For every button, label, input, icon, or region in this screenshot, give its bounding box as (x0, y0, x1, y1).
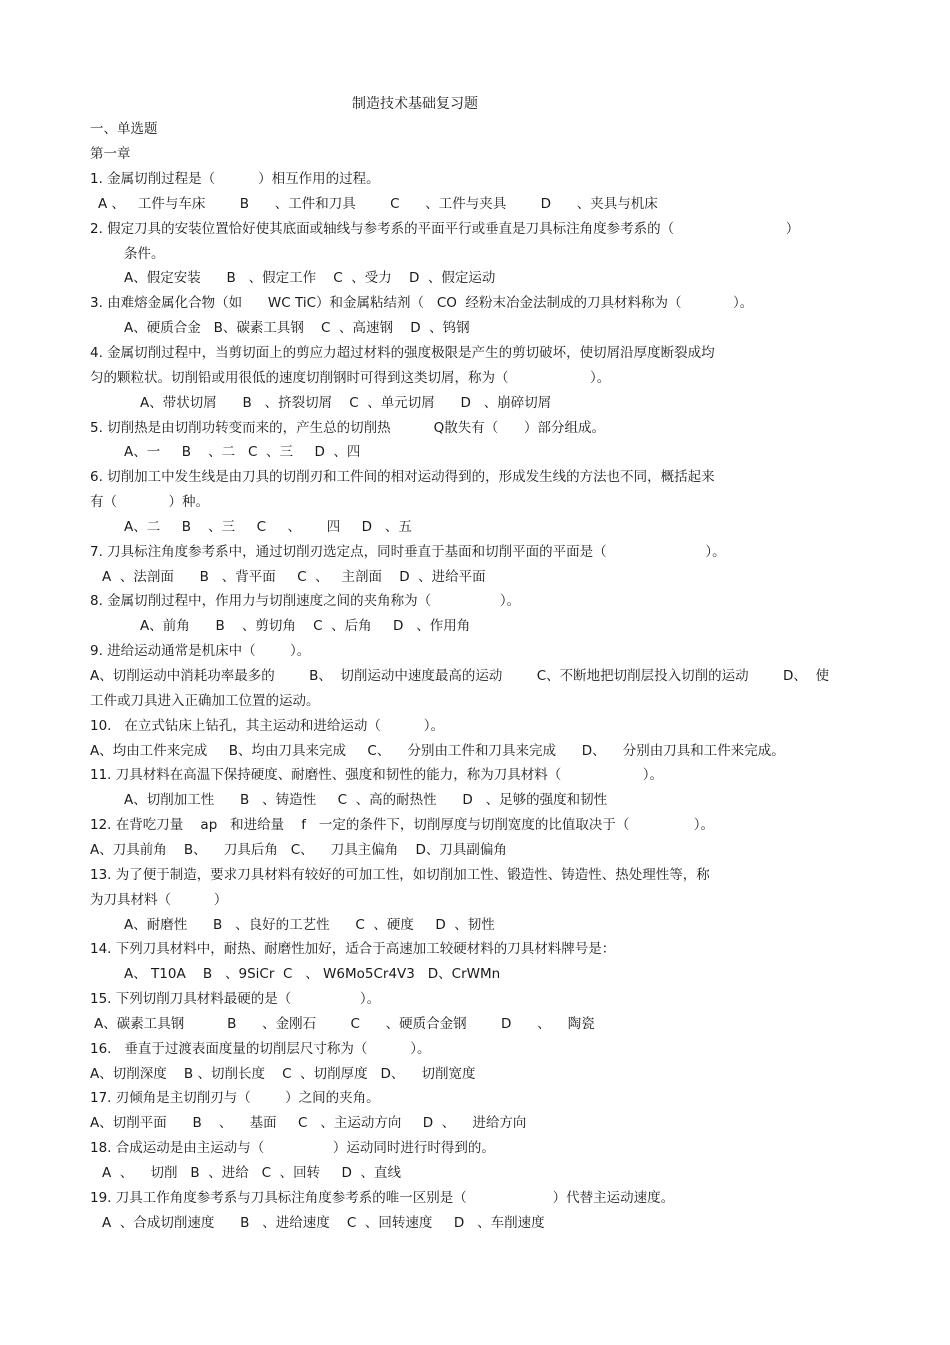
doc-line: A、前角 B 、剪切角 C 、后角 D 、作用角 (140, 618, 471, 635)
doc-line: 18. 合成运动是由主运动与（ ）运动同时进行时得到的。 (90, 1140, 495, 1157)
doc-line: 12. 在背吃刀量 ap 和进给量 f 一定的条件下，切削厚度与切削宽度的比值取决于（ ）。 (90, 817, 715, 834)
doc-line: A、一 B 、二 C 、三 D 、四 (124, 444, 361, 461)
doc-line: A 、法剖面 B 、背平面 C 、 主剖面 D 、进给平面 (102, 568, 486, 585)
doc-line: A、耐磨性 B 、良好的工艺性 C 、硬度 D 、韧性 (124, 916, 495, 933)
doc-line: A、硬质合金 B、碳素工具钢 C 、高速钢 D 、钨钢 (124, 320, 470, 337)
doc-line: 3. 由难熔金属化合物（如 WC TiC）和金属粘结剂（ CO 经粉末冶金法制成的刀具材料称为（ ）。 (90, 295, 754, 312)
doc-line: 15. 下列切削刀具材料最硬的是（ ）。 (90, 991, 381, 1008)
doc-line: A、切削平面 B 、 基面 C 、主运动方向 D 、 进给方向 (90, 1115, 527, 1132)
doc-line: A、均由工件来完成 B、均由刀具来完成 C、 分别由工件和刀具来完成 D、 分别由刀具和工件来完成。 (90, 742, 785, 759)
doc-line: A、 T10A B 、9SiCr C 、 W6Mo5Cr4V3 D、CrWMn (124, 966, 501, 983)
doc-line: A、假定安装 B 、假定工作 C 、受力 D 、假定运动 (124, 270, 496, 287)
doc-line: 9. 进给运动通常是机床中（ ）。 (90, 643, 311, 660)
doc-line: A、切削深度 B 、切削长度 C 、切削厚度 D、 切削宽度 (90, 1065, 476, 1082)
chapter-heading: 第一章 (90, 146, 131, 162)
doc-line: A、带状切屑 B 、挤裂切屑 C 、单元切屑 D 、崩碎切屑 (140, 394, 552, 411)
doc-line: 14. 下列刀具材料中，耐热、耐磨性加好，适合于高速加工较硬材料的刀具材料牌号是： (90, 941, 616, 958)
doc-line: 11. 刀具材料在高温下保持硬度、耐磨性、强度和韧性的能力，称为刀具材料（ ）。 (90, 767, 664, 784)
doc-line: 工件或刀具进入正确加工位置的运动。 (90, 692, 320, 709)
doc-line: 7. 刀具标注角度参考系中，通过切削刃选定点，同时垂直于基面和切削平面的平面是（ ）。 (90, 543, 726, 560)
doc-line: A、刀具前角 B、 刀具后角 C、 刀具主偏角 D、刀具副偏角 (90, 841, 507, 858)
doc-line: 条件。 (124, 245, 165, 262)
doc-line: A 、 工件与车床 B 、工件和刀具 C 、工件与夹具 D 、夹具与机床 (98, 195, 658, 212)
doc-line: 4. 金属切削过程中，当剪切面上的剪应力超过材料的强度极限是产生的剪切破坏，使切屑沿厚度断裂成均 (90, 344, 715, 361)
doc-title: 制造技术基础复习题 (352, 96, 478, 112)
doc-line: 匀的颗粒状。切削铅或用很低的速度切削钢时可得到这类切屑，称为（ ）。 (90, 369, 611, 386)
doc-line: A 、合成切削速度 B 、进给速度 C 、回转速度 D 、车削速度 (102, 1214, 545, 1231)
doc-line: 为刀具材料（ ） (90, 891, 228, 908)
doc-line: A、切削运动中消耗功率最多的 B、 切削运动中速度最高的运动 C、不断地把切削层投入切削的运动 D、 使 (90, 668, 829, 684)
doc-line: A、切削加工性 B 、铸造性 C 、高的耐热性 D 、足够的强度和韧性 (124, 792, 608, 809)
doc-line: 5. 切削热是由切削功转变而来的，产生总的切削热 Q散失有（ ）部分组成。 (90, 419, 605, 436)
doc-line: 8. 金属切削过程中，作用力与切削速度之间的夹角称为（ ）。 (90, 593, 521, 610)
doc-line: 16. 垂直于过渡表面度量的切削层尺寸称为（ ）。 (90, 1040, 431, 1057)
doc-line: 17. 刃倾角是主切削刃与（ ）之间的夹角。 (90, 1090, 380, 1107)
doc-line: 1. 金属切削过程是（ ）相互作用的过程。 (90, 171, 380, 187)
doc-line: 有（ ）种。 (90, 494, 209, 511)
doc-line: 10. 在立式钻床上钻孔，其主运动和进给运动（ ）。 (90, 717, 445, 734)
doc-line: A 、 切削 B 、进给 C 、回转 D 、直线 (102, 1165, 402, 1181)
doc-line: A、二 B 、三 C 、 四 D 、五 (124, 518, 412, 535)
section-heading: 一、单选题 (90, 121, 158, 137)
doc-line: 13. 为了便于制造，要求刀具材料有较好的可加工性，如切削加工性、锻造性、铸造性、热处理性等，称 (90, 866, 710, 883)
doc-line: 19. 刀具工作角度参考系与刀具标注角度参考系的唯一区别是（ ）代替主运动速度。 (90, 1189, 675, 1206)
doc-line: 6. 切削加工中发生线是由刀具的切削刃和工件间的相对运动得到的，形成发生线的方法也不同，概括起来 (90, 469, 715, 486)
doc-line: A、碳素工具钢 B 、金刚石 C 、硬质合金钢 D 、 陶瓷 (94, 1015, 595, 1032)
doc-line: 2. 假定刀具的安装位置恰好使其底面或轴线与参考系的平面平行或垂直是刀具标注角度参考系的（ ） (90, 220, 800, 237)
